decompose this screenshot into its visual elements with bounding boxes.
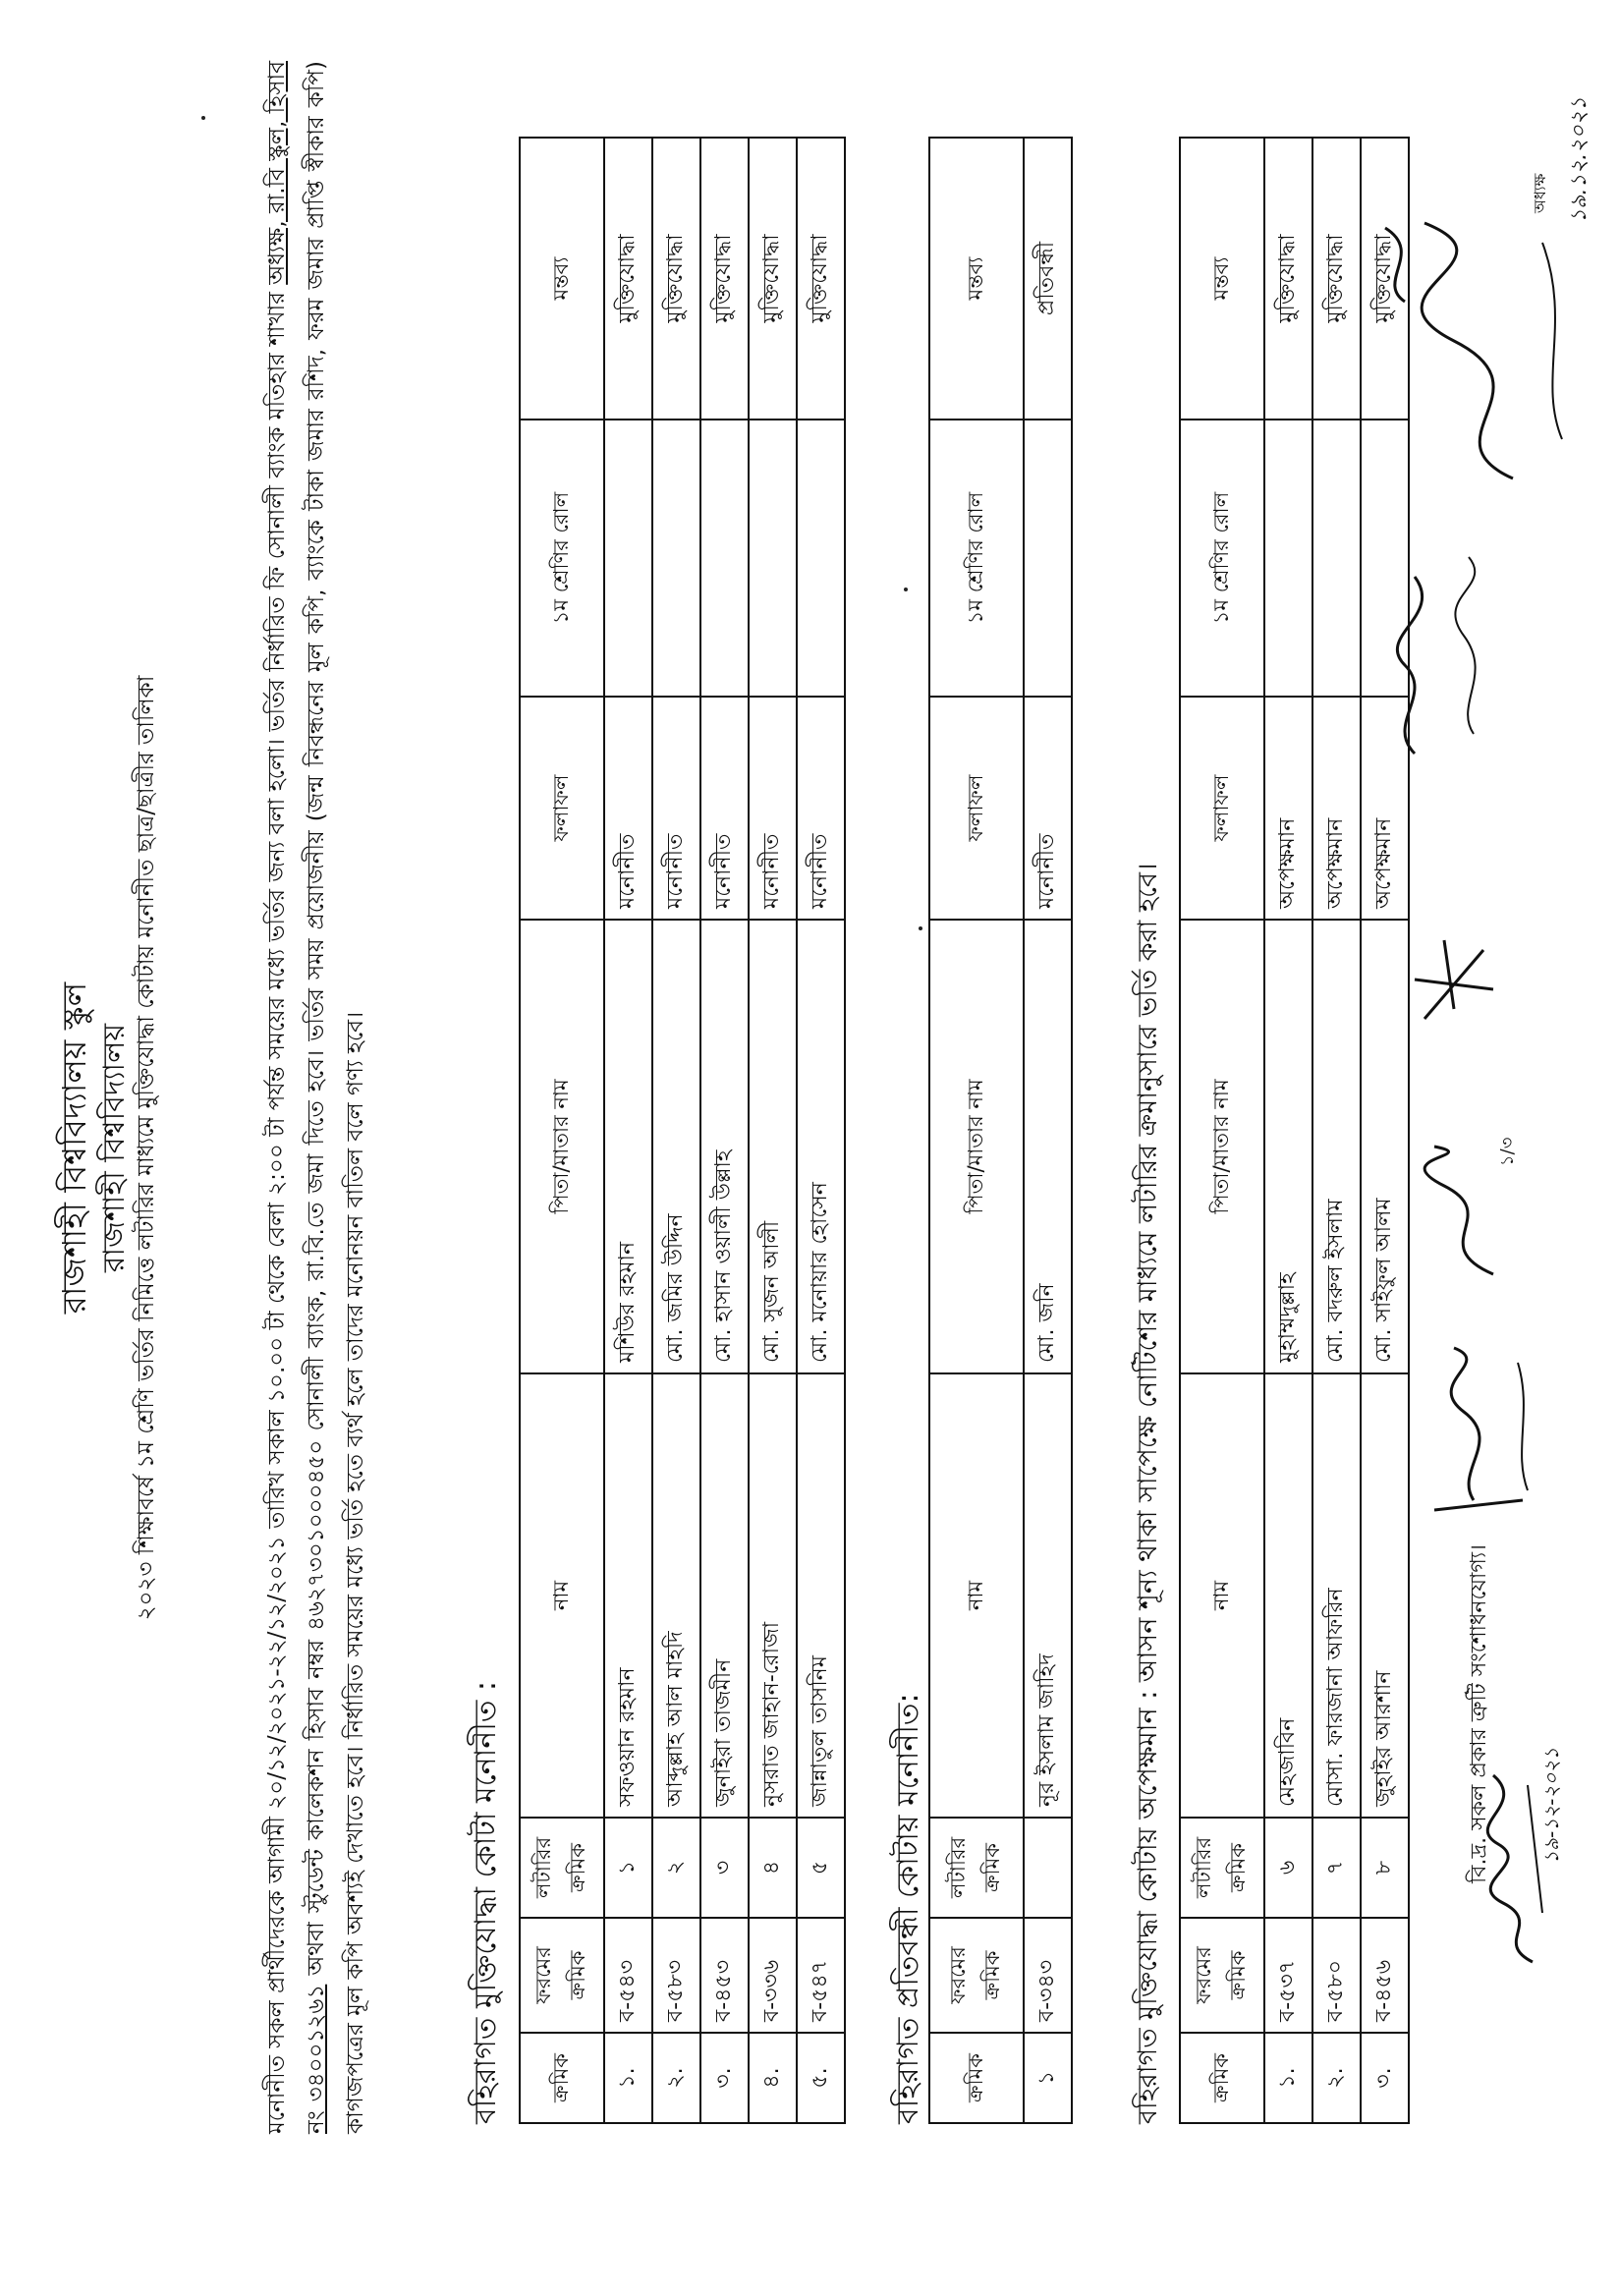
col-lottery-serial [520,1818,604,1918]
cell-remark: মুক্তিযোদ্ধা [700,138,749,420]
cell-serial: ১. [604,2033,652,2123]
institution-title: রাজশাহী বিশ্ববিদ্যালয় স্কুল [55,981,93,1315]
cell-lottery: ১ [604,1818,652,1918]
col-result: ফলাফল [929,697,1024,920]
cell-remark: মুক্তিযোদ্ধা [749,138,797,420]
cell-remark: মুক্তিযোদ্ধা [604,138,652,420]
table-row [1264,138,1312,2123]
cell-serial: ২. [1312,2033,1361,2123]
cell-parent: মো. সাইফুল আলম [1361,920,1409,1373]
cell-form: ব-৩৩৬ [749,1918,797,2033]
cell-remark: মুক্তিযোদ্ধা [1264,138,1312,420]
table-row [1312,138,1361,2123]
cell-name: মেহজাবিন [1264,1373,1312,1818]
table-disabled-selected [928,137,1073,2124]
cell-roll [652,420,700,697]
col-form-line2: ক্রমিক [980,1950,1004,2000]
cell-name: জুনাইরা তাজমীন [700,1373,749,1818]
cell-roll [797,420,845,697]
col-parent-name: পিতা/মাতার নাম [520,920,604,1373]
cell-result: অপেক্ষমান [1264,697,1312,920]
list-subtitle: ২০২৩ শিক্ষাবর্ষে ১ম শ্রেণি ভর্তির নিমিত্তে লটারির মাধ্যমে মুক্তিযোদ্ধা কোটায় মনোনীত ছাত্র/ছাত্রীর তালিকা [134,675,159,1621]
cell-roll [604,420,652,697]
scan-speck [919,926,922,930]
cell-parent: মো. হাসান ওয়ালী উল্লাহ [700,920,749,1373]
cell-serial: ৩. [700,2033,749,2123]
cell-name: নূর ইসলাম জাহিদ [1024,1373,1072,1818]
cell-remark: মুক্তিযোদ্ধা [1361,138,1409,420]
cell-parent: মো. সুজন আলী [749,920,797,1373]
footer-note: বি.দ্র. সকল প্রকার ত্রুটি সংশোধনযোগ্য। [1467,1543,1491,1883]
cell-name: জুহাইর আরশান [1361,1373,1409,1818]
col-form-line1: ফরমের [531,1946,555,2004]
cell-form: ব-৪৫৬ [1361,1918,1409,2033]
table-row [1024,138,1072,2123]
table-row [652,138,700,2123]
cell-parent: মো. মনোয়ার হোসেন [797,920,845,1373]
cell-remark: মুক্তিযোদ্ধা [797,138,845,420]
signature-3 [1415,1137,1513,1284]
cell-result: মনোনীত [652,697,700,920]
col-form-line1: ফরমের [946,1946,970,2004]
cell-result: মনোনীত [749,697,797,920]
table-row [604,138,652,2123]
col-remarks: মন্তব্য [520,138,604,420]
notice-account-underlined: অধ্যক্ষ, রা.বি স্কুল, হিসাব নং ৩৪০০১২৬১ [264,61,329,2134]
cell-lottery: ২ [652,1818,700,1918]
cell-form: ব-৫৩৭ [1264,1918,1312,2033]
table-header-row [929,138,1024,2123]
col-lottery-serial [1180,1818,1264,1918]
cell-name: নুসরাত জাহান-রোজা [749,1373,797,1818]
cell-result: অপেক্ষমান [1312,697,1361,920]
scan-speck [904,588,908,591]
section-heading-freedom-fighter-waiting: বহিরাগত মুক্তিযোদ্ধা কোটায় অপেক্ষমান : আসন শূন্য থাকা সাপেক্ষে নোটিশের মাধ্যমে লটারির ক্রমানুসারে ভর্তি করা হবে। [1133,863,1163,2124]
cell-name: আব্দুল্লাহ আল মাহদি [652,1373,700,1818]
cell-form: ব-৪৫৩ [700,1918,749,2033]
col-lottery-line2: ক্রমিক [566,1843,589,1892]
col-lottery-line2: ক্রমিক [1226,1843,1250,1892]
notice-text-1: মনোনীত সকল প্রার্থীদেরকে আগামী ২০/১২/২০২১-২২/১২/২০২১ তারিখ সকাল ১০.০০ টা থেকে বেলা ২:০০ টা পর্যন্ত সময়ের মধ্যে ভর্তির জন্য বলা হলো। ভর্তির নির্ধারিত ফি সোনালী ব্যাংক মতিহার শাখার [264,284,290,2134]
col-form-line2: ক্রমিক [566,1950,589,2000]
cell-parent: মো. জমির উদ্দিন [652,920,700,1373]
cell-lottery: ৩ [700,1818,749,1918]
cell-name: জান্নাতুল তাসনিম [797,1373,845,1818]
cell-serial: ১ [1024,2033,1072,2123]
col-serial: ক্রমিক [1180,2033,1264,2123]
cell-name: সফওয়ান রহমান [604,1373,652,1818]
cell-form: ব-৫৪৩ [604,1918,652,2033]
col-name: নাম [520,1373,604,1818]
col-remarks: মন্তব্য [1180,138,1264,420]
col-form-serial [520,1918,604,2033]
table-row [797,138,845,2123]
col-form-serial [1180,1918,1264,2033]
section-heading-disabled-selected: বহিরাগত প্রতিবন্ধী কোটায় মনোনীত: [891,1693,925,2124]
col-parent-name: পিতা/মাতার নাম [929,920,1024,1373]
cell-parent: মশিউর রহমান [604,920,652,1373]
cell-serial: ৪. [749,2033,797,2123]
cell-form: ব-৩৪৩ [1024,1918,1072,2033]
cell-result: মনোনীত [604,697,652,920]
cell-lottery: ৬ [1264,1818,1312,1918]
cell-parent: মো. বদরুল ইসলাম [1312,920,1361,1373]
cell-roll [1264,420,1312,697]
table-row [700,138,749,2123]
col-serial: ক্রমিক [520,2033,604,2123]
col-lottery-line2: ক্রমিক [980,1843,1004,1892]
col-remarks: মন্তব্য [929,138,1024,420]
cell-serial: ১. [1264,2033,1312,2123]
cell-remark: মুক্তিযোদ্ধা [1312,138,1361,420]
col-class1-roll: ১ম শ্রেণির রোল [1180,420,1264,697]
cell-serial: ২. [652,2033,700,2123]
signature-4 [1405,921,1503,1038]
signature-2 [1415,1333,1542,1530]
cell-form: ব-৫৪৭ [797,1918,845,2033]
admission-notice [257,61,375,2134]
cell-result: মনোনীত [1024,697,1072,920]
cell-lottery: ৭ [1312,1818,1361,1918]
table-row [749,138,797,2123]
col-serial: ক্রমিক [929,2033,1024,2123]
col-form-line2: ক্রমিক [1226,1950,1250,2000]
col-form-line1: ফরমের [1192,1946,1215,2004]
university-title: রাজশাহী বিশ্ববিদ্যালয় [97,1023,132,1273]
cell-roll [1024,420,1072,697]
col-name: নাম [1180,1373,1264,1818]
col-result: ফলাফল [1180,697,1264,920]
col-lottery-line1: লটারির [531,1836,555,1899]
cell-serial: ৩. [1361,2033,1409,2123]
cell-lottery: ৫ [797,1818,845,1918]
cell-lottery: ৮ [1361,1818,1409,1918]
table-header-row [1180,138,1264,2123]
cell-parent: মুহাম্মদুল্লাহ [1264,920,1312,1373]
col-lottery-line1: লটারির [946,1836,970,1899]
cell-name: মোসা. ফারজানা আফরিন [1312,1373,1361,1818]
signature-5 [1375,537,1533,763]
col-class1-roll: ১ম শ্রেণির রোল [520,420,604,697]
cell-result: অপেক্ষমান [1361,697,1409,920]
signature-6 [1366,203,1582,498]
cell-serial: ৫. [797,2033,845,2123]
scan-speck [201,116,205,120]
cell-lottery: ৪ [749,1818,797,1918]
page-number: ১/৩ [1497,1137,1518,1166]
col-name: নাম [929,1373,1024,1818]
table-header-row [520,138,604,2123]
col-lottery-serial [929,1818,1024,1918]
cell-roll [749,420,797,697]
cell-remark: মুক্তিযোদ্ধা [652,138,700,420]
cell-result: মনোনীত [797,697,845,920]
col-result: ফলাফল [520,697,604,920]
table-freedom-fighter-selected [519,137,846,2124]
col-form-serial [929,1918,1024,2033]
cell-remark: প্রতিবন্ধী [1024,138,1072,420]
cell-parent: মো. জনি [1024,920,1072,1373]
handwritten-date-right: ১৯.১২.২০২১ [1567,96,1591,223]
section-heading-freedom-fighter-selected: বহিরাগত মুক্তিযোদ্ধা কোটা মনোনীত : [469,1680,503,2124]
cell-roll [700,420,749,697]
cell-roll [1312,420,1361,697]
cell-form: ব-৫৮৩ [652,1918,700,2033]
handwritten-date-left: ১৯-১২-২০২১ [1539,1747,1563,1864]
principal-label: অধ্যক্ষ [1531,173,1549,213]
cell-result: মনোনীত [700,697,749,920]
col-class1-roll: ১ম শ্রেণির রোল [929,420,1024,697]
col-lottery-line1: লটারির [1192,1836,1215,1899]
col-parent-name: পিতা/মাতার নাম [1180,920,1264,1373]
cell-form: ব-৫৮০ [1312,1918,1361,2033]
cell-lottery [1024,1818,1072,1918]
notice-text-2: অথবা স্টুডেন্ট কালেকশন হিসাব নম্বর ৪৬২৭৩০১০০০৪৫০ সোনালী ব্যাংক, রা.বি.তে জমা দিতে হবে। ভর্তির সময় প্রয়োজনীয় (জন্ম নিবন্ধনের মূল কপি, ব্যাংকে টাকা জমার রশিদ, ফরম জমার প্রাপ্তি স্বীকার কপি) কাগজপত্রের মূল কপি অবশ্যই দেখাতে হবে। নির্ধারিত সময়ের মধ্যে ভর্তি হতে ব্যর্থ হলে তাদের মনোনয়ন বাতিল বলে গণ্য হবে। [304,61,368,2134]
